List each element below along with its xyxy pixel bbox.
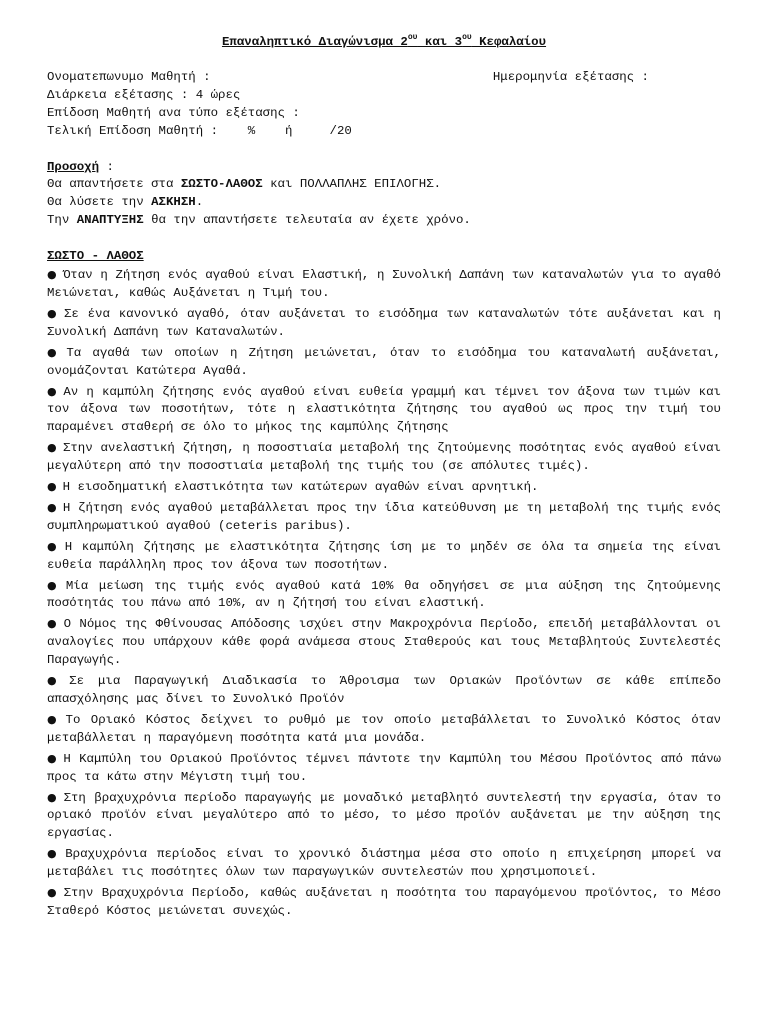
list-item-text: Η εισοδηματική ελαστικότητα των κατώτερων αγαθών είναι αρνητική.	[62, 480, 539, 495]
list-item-text: Στην ανελαστική ζήτηση, η ποσοστιαία μεταβολή της ζητούμενης ποσότητας ενός αγαθού είναι μεγαλύτερη από την ποσοστιαία μεταβολή της τιμής του (σε απόλυτες τιμές).	[47, 441, 721, 474]
bullet-icon: ●	[47, 306, 58, 320]
bullet-icon: ●	[47, 674, 64, 688]
attention-text: Θα απαντήσετε στα	[47, 177, 181, 192]
title-text: και 3	[417, 35, 463, 49]
list-item	[47, 478, 721, 497]
bullet-icon: ●	[47, 384, 58, 398]
list-item-text: Ο Νόμος της Φθίνουσας Απόδοσης ισχύει στην Μακροχρόνια Περίοδο, επειδή μεταβάλλονται οι αναλογίες που υπάρχουν κάθε φορά ανάμεσα στους Σταθερούς και τους Μεταβλητούς Συντελεστές Παραγωγής.	[47, 617, 721, 668]
list-item-text: Το Οριακό Κόστος δείχνει το ρυθμό με τον οποίο μεταβάλλεται το Συνολικό Κόστος όταν μεταβάλλεται η παραγόμενη ποσότητα κατά μια μονάδα.	[47, 712, 721, 745]
list-item	[47, 344, 721, 381]
bullet-icon: ●	[47, 268, 57, 282]
list-item	[47, 615, 721, 670]
attention-line-2	[47, 194, 721, 212]
student-name-label: Ονοματεπωνυμο Μαθητή :	[47, 69, 211, 84]
attention-heading: Προσοχή	[47, 159, 100, 174]
attention-bold-text: ΣΩΣΤΟ-ΛΑΘΟΣ	[180, 177, 263, 192]
list-item-text: Όταν η Ζήτηση ενός αγαθού είναι Ελαστική, η Συνολική Δαπάνη των καταναλωτών για το αγαθό Μειώνεται, καθώς Αυξάνεται η Τιμή του.	[47, 268, 721, 300]
list-item-text: Σε ένα κανονικό αγαθό, όταν αυξάνεται το εισόδημα των καταναλωτών τότε αυξάνεται και η Συνολική Δαπάνη των Καταναλωτών.	[47, 306, 721, 339]
bullet-icon: ●	[47, 617, 58, 631]
attention-text: .	[195, 195, 204, 210]
list-item	[47, 538, 721, 575]
bullet-icon: ●	[47, 712, 60, 726]
list-item-text: Βραχυχρόνια περίοδος είναι το χρονικό διάστημα μέσα στο οποίο η επιχείρηση μπορεί να μεταβάλει τις ποσότητες όλων των παραγωγικών συντελεστών που χρησιμοποιεί.	[47, 847, 721, 880]
title-superscript: ου	[407, 32, 418, 42]
list-item-text: Τα αγαθά των οποίων η Ζήτηση μειώνεται, όταν το εισόδημα του καταναλωτή αυξάνεται, ονομάζονται Κατώτερα Αγαθά.	[47, 345, 721, 378]
true-false-list	[47, 266, 721, 921]
exam-date-label: Ημερομηνία εξέτασης :	[492, 69, 649, 84]
spacer	[47, 230, 721, 248]
spacer	[47, 141, 721, 159]
bullet-icon: ●	[47, 441, 57, 455]
bullet-icon: ●	[47, 790, 58, 804]
document-page	[47, 34, 721, 923]
true-false-heading: ΣΩΣΤΟ - ΛΑΘΟΣ	[47, 249, 144, 264]
list-item	[47, 845, 721, 882]
list-item-text: Μία μείωση της τιμής ενός αγαθού κατά 10% θα οδηγήσει σε μια αύξηση της ζητούμενης ποσότητάς του πάνω από 10%, αν η ζήτησή του είναι ελαστική.	[47, 578, 721, 611]
list-item-text: Σε μια Παραγωγική Διαδικασία το Άθροισμα των Οριακών Προϊόντων σε κάθε επίπεδο απασχόλησης μας δίνει το Συνολικό Προϊόν	[47, 674, 721, 706]
bullet-icon: ●	[47, 500, 57, 514]
attention-heading-colon: :	[99, 159, 114, 174]
document-title	[47, 34, 721, 52]
attention-text: Την	[47, 213, 77, 228]
bullet-icon: ●	[47, 480, 57, 494]
bullet-icon: ●	[47, 345, 61, 359]
title-text: Κεφαλαίου	[471, 35, 547, 49]
list-item	[47, 266, 721, 303]
list-item-text: Στη βραχυχρόνια περίοδο παραγωγής με μοναδικό μεταβλητό συντελεστή την εργασία, όταν το οριακό προϊόν είναι μεγαλύτερο από το μέσο, το μέσο προϊόν αυξάνεται με την αύξηση της εργασίας.	[47, 790, 721, 841]
list-item	[47, 750, 721, 787]
list-item	[47, 439, 721, 476]
attention-text: θα την απαντήσετε τελευταία αν έχετε χρόνο.	[143, 213, 471, 228]
attention-text: Θα λύσετε την	[47, 195, 152, 210]
attention-heading-row	[47, 159, 721, 177]
list-item-text: Αν η καμπύλη ζήτησης ενός αγαθού είναι ευθεία γραμμή και τέμνει τον άξονα των τιμών και τον άξονα των ποσοτήτων, τότε η ελαστικότητα ζήτησης του αγαθού ως προς την τιμή του παραμένει σταθερή σε όλο το μήκος της καμπύλης ζήτησης	[47, 384, 721, 435]
bullet-icon: ●	[47, 751, 58, 765]
bullet-icon: ●	[47, 886, 58, 900]
list-item-text: Η καμπύλη ζήτησης με ελαστικότητα ζήτησης ίση με το μηδέν σε όλα τα σημεία της είναι ευθεία παράλληλη προς τον άξονα των ποσοτήτων.	[47, 539, 721, 572]
bullet-icon: ●	[47, 578, 60, 592]
bullet-icon: ●	[47, 847, 60, 861]
list-item	[47, 577, 721, 614]
bullet-icon: ●	[47, 539, 59, 553]
list-item	[47, 789, 721, 844]
attention-text: και ΠΟΛΛΑΠΛΗΣ ΕΠΙΛΟΓΗΣ.	[262, 177, 442, 192]
exam-duration: Διάρκεια εξέτασης : 4 ώρες	[47, 87, 241, 102]
student-info-row	[47, 69, 721, 87]
attention-bold-text: ΑΝΑΠΤΥΞΗΣ	[76, 213, 144, 228]
attention-bold-text: ΑΣΚΗΣΗ	[151, 195, 196, 210]
list-item	[47, 711, 721, 748]
list-item	[47, 305, 721, 342]
list-item-text: Στην Βραχυχρόνια Περίοδο, καθώς αυξάνεται η ποσότητα του παραγόμενου προϊόντος, το Μέσο Σταθερό Κόστος μειώνεται συνεχώς.	[47, 886, 721, 918]
attention-line-1	[47, 176, 721, 194]
title-text: Επαναληπτικό Διαγώνισμα 2	[221, 35, 408, 49]
list-item	[47, 884, 721, 921]
list-item	[47, 383, 721, 438]
list-item-text: Η ζήτηση ενός αγαθού μεταβάλλεται προς την ίδια κατεύθυνση με τη μεταβολή της τιμής ενός συμπληρωματικού αγαθού (ceteris paribus).	[47, 500, 721, 533]
performance-by-type-label: Επίδοση Μαθητή ανα τύπο εξέτασης :	[47, 105, 300, 120]
list-item-text: Η Καμπύλη του Οριακού Προϊόντος τέμνει πάντοτε την Καμπύλη του Μέσου Προϊόντος από πάνω προς τα κάτω στην Μέγιστη τιμή του.	[47, 751, 721, 784]
list-item	[47, 499, 721, 536]
attention-line-3	[47, 212, 721, 230]
list-item	[47, 672, 721, 709]
title-superscript: ου	[462, 32, 472, 42]
final-performance-label: Τελική Επίδοση Μαθητή : % ή /20	[47, 123, 352, 138]
